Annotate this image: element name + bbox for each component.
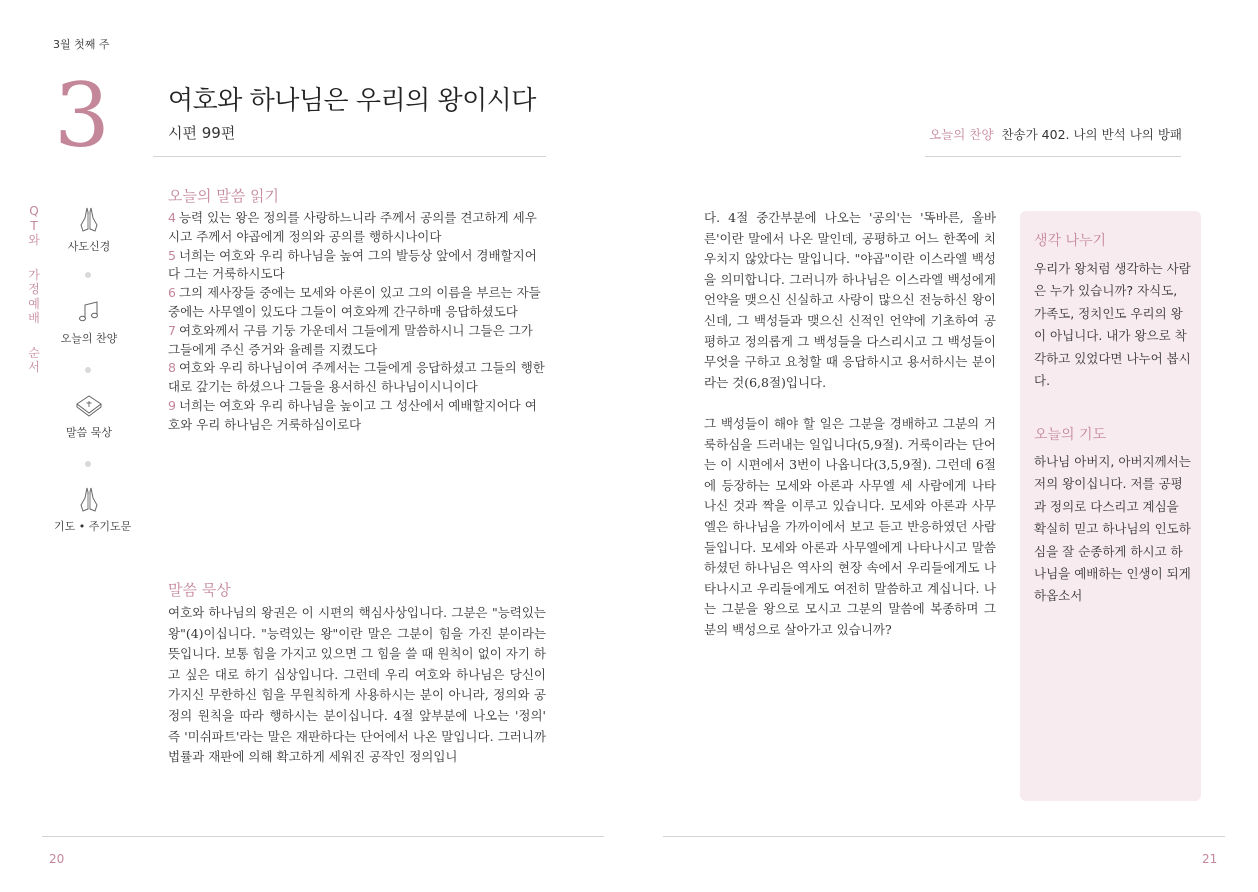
- page-number-right: 21: [1202, 852, 1218, 866]
- verse-number: 9: [168, 397, 176, 413]
- side-label-char: 배: [28, 311, 40, 325]
- sidebar-divider-dot: [85, 367, 91, 373]
- page-number-left: 20: [49, 852, 65, 866]
- meditation-heading: 말씀 묵상: [168, 581, 231, 599]
- hymn-label: 오늘의 찬양: [929, 127, 994, 142]
- side-label-char: Q: [29, 204, 39, 218]
- verse: [168, 284, 548, 322]
- hymn-title: 찬송가 402. 나의 반석 나의 방패: [1001, 127, 1182, 142]
- verse: [168, 247, 548, 285]
- verse-list: [168, 209, 548, 435]
- sidebar-item-label: 기도 • 주기도문: [54, 520, 132, 533]
- meditation-paragraph: 다. 4절 중간부분에 나오는 '공의'는 '똑바른, 올바른'이란 말에서 나온 말인데, 공평하고 어느 한쪽에 치우치지 않았다는 말입니다. "야곱"이란 이스라엘 백성을 의미합니다. 그러니까 하나님은 이스라엘 백성에게 언약을 맺으신 신실하고 사랑이 많으신 전능하신 왕이신데, 그 백성들과 맺으신 신적인 언약에 기초하여 공평하고 정의롭게 그 백성들을 다스리시고 그 백성들이 무엇을 구하고 요청할 때 응답하시고 용서하시는 분이라는 것(6,8절)입니다.: [704, 210, 996, 390]
- sharing-heading: 생각 나누기: [1034, 233, 1107, 249]
- verse-text: 그의 제사장들 중에는 모세와 아론이 있고 그의 이름을 부르는 자들 중에는 사무엘이 있도다 그들이 여호와께 간구하매 응답하셨도다: [168, 285, 541, 319]
- verse-number: 4: [168, 210, 176, 225]
- side-label-char: 가: [28, 267, 40, 282]
- verse: [168, 397, 548, 435]
- sharing-text: 우리가 왕처럼 생각하는 사람은 누가 있습니까? 자식도, 가족도, 정치인도 우리의 왕이 아닙니다. 내가 왕으로 착각하고 있었다면 나누어 봅시다.: [1034, 261, 1191, 389]
- reading-heading: 오늘의 말씀 읽기: [168, 187, 279, 205]
- meditation-paragraph: 여호와 하나님의 왕권은 이 시편의 핵심사상입니다. 그분은 "능력있는 왕"(4)이십니다. "능력있는 왕"이란 말은 그분이 힘을 가진 분이라는 뜻입니다. 보통 힘을 가지고 있으면 그 힘을 쓸 때 원칙이 없이 자기 하고 싶은 대로 하기 십상입니다. 그런데 우리 여호와 하나님은 당신이 가지신 무한하신 힘을 무원칙하게 사용하시는 분이 아니라, 정의와 공정의 원칙을 따라 행하시는 분이십니다. 4절 앞부분에 나오는 '정의' 즉 '미쉬파트'라는 말은 재판하다는 단어에서 나온 말입니다. 그러니까 법률과 재판에 의해 확고하게 세워진 공작인 정의입니: [168, 605, 546, 765]
- verse-number: 7: [168, 322, 176, 338]
- side-label-char: 와: [28, 233, 40, 247]
- praying-hands-icon: [74, 484, 104, 514]
- verse-text: 여호와께서 구름 기둥 가운데서 그들에게 말씀하시니 그들은 그가 그들에게 주신 증거와 율례를 지켰도다: [168, 322, 533, 357]
- todays-hymn: [929, 125, 1182, 143]
- verse: [168, 322, 548, 360]
- verse-number: 8: [168, 360, 176, 376]
- meditation-text-left: [168, 603, 546, 768]
- side-label-char: 서: [28, 360, 40, 374]
- side-vertical-label: [27, 204, 41, 375]
- footer-divider-right: [663, 836, 1225, 837]
- side-label-char: 예: [28, 296, 40, 311]
- verse-text: 능력 있는 왕은 정의를 사랑하느니라 주께서 공의를 견고하게 세우시고 주께서 야곱에게 정의와 공의를 행하시나이다: [168, 210, 537, 244]
- side-label-char: 순: [28, 345, 40, 360]
- sidebar-divider-dot: [85, 461, 91, 467]
- meditation-paragraph: 그 백성들이 해야 할 일은 그분을 경배하고 그분의 거룩하심을 드러내는 일입니다(5,9절). 거룩이라는 단어는 이 시편에서 3번이 나옵니다(3,5,9절). 그런데 6절에 등장하는 모세와 아론과 사무엘 세 사람에게 나타나신 것과 짝을 이루고 있습니다. 모세와 아론과 사무엘은 하나님을 가까이에서 보고 듣고 반응하였던 사람들입니다. 모세와 아론과 사무엘에게 나타나시고 말씀하셨던 하나님은 역사의 현장 속에서 우리들에게도 나타나시고 우리들에게도 여전히 말씀하고 계십니다. 나는 그분을 왕으로 모시고 그분의 말씀에 복종하며 그분의 백성으로 살아가고 있습니까?: [704, 415, 996, 637]
- sidebar-item-label: 사도신경: [67, 240, 111, 253]
- praying-hands-icon: [74, 204, 104, 234]
- side-label-char: 정: [28, 282, 40, 296]
- verse: [168, 359, 548, 397]
- verse-number: 5: [168, 247, 176, 263]
- verse-text: 여호와 우리 하나님이여 주께서는 그들에게 응답하셨고 그들의 행한 대로 갚기는 하셨으나 그들을 용서하신 하나님이시니이다: [168, 360, 545, 395]
- sidebar-item-label: 말씀 묵상: [65, 426, 112, 439]
- sidebar-item-meditation: [54, 390, 124, 440]
- prayer-heading: 오늘의 기도: [1034, 427, 1107, 443]
- page-title: 여호와 하나님은 우리의 왕이시다: [168, 86, 536, 116]
- day-number: 3: [54, 64, 110, 167]
- sidebar-item-prayer: [54, 484, 132, 534]
- footer-divider-left: [42, 836, 604, 837]
- meditation-text-right: [704, 208, 996, 640]
- prayer-text: 하나님 아버지, 아버지께서는 저의 왕이십니다. 저를 공평과 정의로 다스리고 계심을 확실히 믿고 하나님의 인도하심을 잘 순종하게 하시고 하나님을 예배하는 인생이 되게 하옵소서: [1034, 454, 1191, 604]
- music-note-icon: [74, 296, 104, 326]
- sidebar-item-creed: [54, 204, 124, 254]
- verse-text: 너희는 여호와 우리 하나님을 높여 그의 발등상 앞에서 경배할지어다 그는 거룩하시도다: [168, 247, 537, 282]
- scripture-reference: 시편 99편: [168, 124, 236, 142]
- side-label-char: T: [30, 218, 38, 233]
- sidebar-divider-dot: [85, 272, 91, 278]
- bible-book-icon: [74, 390, 104, 420]
- verse: [168, 209, 548, 247]
- verse-number: 6: [168, 285, 176, 301]
- header-divider-right: [925, 156, 1181, 157]
- week-label: 3월 첫째 주: [53, 38, 110, 51]
- verse-text: 너희는 여호와 우리 하나님을 높이고 그 성산에서 예배할지어다 여호와 우리 하나님은 거룩하심이로다: [168, 397, 537, 432]
- header-divider: [153, 156, 546, 157]
- sidebar-item-hymn: [54, 296, 124, 346]
- sidebar-item-label: 오늘의 찬양: [60, 332, 118, 345]
